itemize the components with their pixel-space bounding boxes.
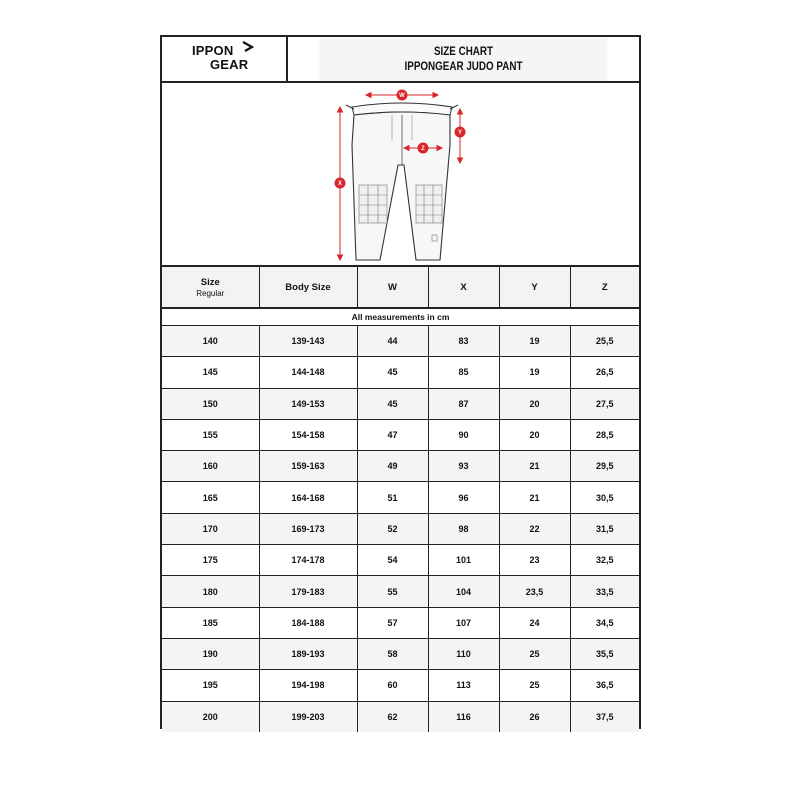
brand-logo-text xyxy=(192,44,248,72)
table-row xyxy=(162,607,639,638)
pant-diagram xyxy=(162,83,639,267)
chart-header xyxy=(162,37,639,83)
cell-x: 110 xyxy=(428,638,499,669)
cell-z: 36,5 xyxy=(570,670,639,701)
cell-z: 34,5 xyxy=(570,607,639,638)
size-table xyxy=(162,267,639,732)
cell-y: 22 xyxy=(499,513,570,544)
cell-z: 33,5 xyxy=(570,576,639,607)
cell-z: 27,5 xyxy=(570,388,639,419)
cell-body-size: 199-203 xyxy=(259,701,357,732)
cell-size: 160 xyxy=(162,451,259,482)
cell-y: 20 xyxy=(499,419,570,450)
chart-title-line-1: SIZE CHART xyxy=(433,44,494,58)
cell-w: 44 xyxy=(357,326,428,357)
cell-body-size: 139-143 xyxy=(259,326,357,357)
cell-x: 113 xyxy=(428,670,499,701)
cell-size: 185 xyxy=(162,607,259,638)
cell-body-size: 179-183 xyxy=(259,576,357,607)
cell-body-size: 184-188 xyxy=(259,607,357,638)
table-row xyxy=(162,701,639,732)
cell-z: 28,5 xyxy=(570,419,639,450)
cell-size: 180 xyxy=(162,576,259,607)
header-body-size: Body Size xyxy=(259,267,357,308)
table-row xyxy=(162,482,639,513)
cell-y: 25 xyxy=(499,670,570,701)
size-table-body xyxy=(162,326,639,732)
cell-body-size: 149-153 xyxy=(259,388,357,419)
cell-z: 29,5 xyxy=(570,451,639,482)
cell-body-size: 159-163 xyxy=(259,451,357,482)
cell-w: 60 xyxy=(357,670,428,701)
cell-body-size: 169-173 xyxy=(259,513,357,544)
header-z: Z xyxy=(570,267,639,308)
cell-w: 62 xyxy=(357,701,428,732)
cell-size: 175 xyxy=(162,545,259,576)
dim-label-x: X xyxy=(337,181,343,188)
cell-y: 26 xyxy=(499,701,570,732)
cell-x: 101 xyxy=(428,545,499,576)
cell-x: 83 xyxy=(428,326,499,357)
cell-size: 140 xyxy=(162,326,259,357)
chart-title xyxy=(320,37,608,81)
cell-body-size: 189-193 xyxy=(259,638,357,669)
chart-title-line-2: IPPONGEAR JUDO PANT xyxy=(404,59,523,73)
cell-size: 150 xyxy=(162,388,259,419)
cell-body-size: 174-178 xyxy=(259,545,357,576)
brand-logo xyxy=(162,37,288,81)
header-size-label: Size xyxy=(200,276,220,288)
header-size xyxy=(162,267,259,308)
dim-label-y: Y xyxy=(457,130,463,137)
table-row xyxy=(162,513,639,544)
cell-y: 20 xyxy=(499,388,570,419)
header-y: Y xyxy=(499,267,570,308)
logo-arrow-icon xyxy=(242,41,254,57)
table-row xyxy=(162,670,639,701)
cell-w: 51 xyxy=(357,482,428,513)
pant-illustration xyxy=(332,85,472,263)
cell-z: 26,5 xyxy=(570,357,639,388)
cell-x: 90 xyxy=(428,419,499,450)
cell-size: 155 xyxy=(162,419,259,450)
cell-w: 45 xyxy=(357,357,428,388)
cell-w: 57 xyxy=(357,607,428,638)
cell-y: 19 xyxy=(499,326,570,357)
cell-x: 93 xyxy=(428,451,499,482)
cell-z: 25,5 xyxy=(570,326,639,357)
table-row xyxy=(162,419,639,450)
cell-x: 116 xyxy=(428,701,499,732)
dim-label-z: Z xyxy=(421,146,425,153)
cell-w: 55 xyxy=(357,576,428,607)
size-table-header xyxy=(162,267,639,308)
table-row xyxy=(162,545,639,576)
brand-line-1: IPPON xyxy=(192,43,234,58)
header-x: X xyxy=(428,267,499,308)
table-row xyxy=(162,326,639,357)
cell-y: 21 xyxy=(499,482,570,513)
cell-x: 98 xyxy=(428,513,499,544)
cell-x: 104 xyxy=(428,576,499,607)
header-size-sub: Regular xyxy=(196,288,225,298)
cell-y: 21 xyxy=(499,451,570,482)
cell-x: 85 xyxy=(428,357,499,388)
table-row xyxy=(162,576,639,607)
cell-size: 170 xyxy=(162,513,259,544)
cell-w: 54 xyxy=(357,545,428,576)
cell-y: 19 xyxy=(499,357,570,388)
cell-size: 200 xyxy=(162,701,259,732)
cell-body-size: 144-148 xyxy=(259,357,357,388)
cell-x: 87 xyxy=(428,388,499,419)
cell-body-size: 194-198 xyxy=(259,670,357,701)
cell-size: 145 xyxy=(162,357,259,388)
cell-z: 35,5 xyxy=(570,638,639,669)
cell-y: 25 xyxy=(499,638,570,669)
table-row xyxy=(162,451,639,482)
cell-x: 107 xyxy=(428,607,499,638)
brand-line-2: GEAR xyxy=(210,57,249,72)
cell-z: 37,5 xyxy=(570,701,639,732)
cell-size: 195 xyxy=(162,670,259,701)
cell-body-size: 164-168 xyxy=(259,482,357,513)
cell-y: 24 xyxy=(499,607,570,638)
cell-y: 23,5 xyxy=(499,576,570,607)
table-row xyxy=(162,638,639,669)
cell-size: 190 xyxy=(162,638,259,669)
cell-size: 165 xyxy=(162,482,259,513)
cell-w: 45 xyxy=(357,388,428,419)
cell-x: 96 xyxy=(428,482,499,513)
size-chart-sheet xyxy=(160,35,641,729)
table-row xyxy=(162,388,639,419)
cell-w: 47 xyxy=(357,419,428,450)
measurements-note: All measurements in cm xyxy=(162,308,639,326)
cell-body-size: 154-158 xyxy=(259,419,357,450)
dim-label-w: W xyxy=(399,93,405,100)
cell-z: 31,5 xyxy=(570,513,639,544)
header-w: W xyxy=(357,267,428,308)
cell-z: 30,5 xyxy=(570,482,639,513)
cell-y: 23 xyxy=(499,545,570,576)
cell-w: 58 xyxy=(357,638,428,669)
cell-w: 49 xyxy=(357,451,428,482)
cell-z: 32,5 xyxy=(570,545,639,576)
table-row xyxy=(162,357,639,388)
cell-w: 52 xyxy=(357,513,428,544)
